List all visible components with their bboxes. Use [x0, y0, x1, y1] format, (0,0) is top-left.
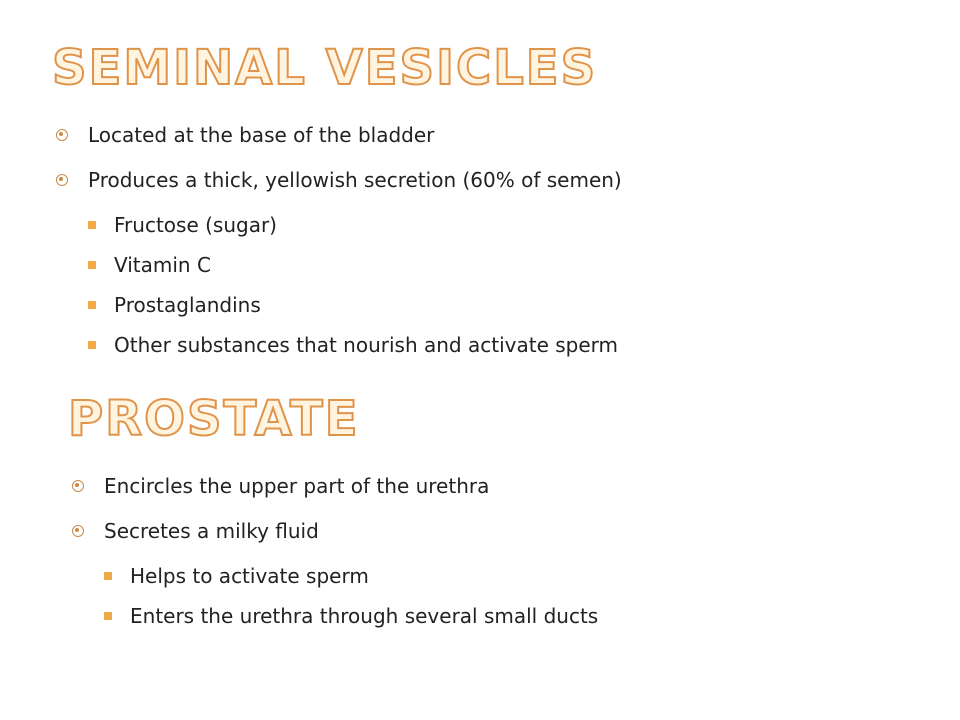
- sub-bullet-item: [56, 248, 622, 288]
- sub-bullet-text: Fructose (sugar): [114, 213, 277, 237]
- square-bullet-icon: [88, 301, 96, 309]
- sub-bullet-text: Other substances that nourish and activate sperm: [114, 333, 619, 357]
- bullet-text: Located at the base of the bladder: [88, 123, 435, 147]
- bullet-text: Secretes a milky fluid: [104, 519, 319, 543]
- bullet-item: [72, 469, 598, 514]
- circle-bullet-icon: [56, 129, 68, 141]
- bullet-item: [56, 163, 622, 208]
- section-title-seminal-vesicles: SEMINAL VESICLES: [52, 40, 598, 96]
- bullet-text: Produces a thick, yellowish secretion (60% of semen): [88, 168, 622, 192]
- bullet-item: [56, 118, 622, 163]
- circle-bullet-icon: [72, 480, 84, 492]
- sub-bullet-item: [56, 328, 622, 368]
- square-bullet-icon: [88, 221, 96, 229]
- seminal-vesicles-bullet-list: [56, 118, 622, 368]
- sub-bullet-item: [56, 288, 622, 328]
- prostate-bullet-list: [72, 469, 598, 639]
- square-bullet-icon: [104, 612, 112, 620]
- square-bullet-icon: [88, 341, 96, 349]
- sub-bullet-text: Helps to activate sperm: [130, 564, 369, 588]
- sub-bullet-item: [56, 208, 622, 248]
- sub-bullet-item: [72, 599, 598, 639]
- square-bullet-icon: [88, 261, 96, 269]
- square-bullet-icon: [104, 572, 112, 580]
- sub-bullet-item: [72, 559, 598, 599]
- sub-bullet-text: Vitamin C: [114, 253, 211, 277]
- section-title-prostate: PROSTATE: [68, 391, 360, 447]
- circle-bullet-icon: [72, 525, 84, 537]
- circle-bullet-icon: [56, 174, 68, 186]
- sub-bullet-text: Prostaglandins: [114, 293, 261, 317]
- bullet-item: [72, 514, 598, 559]
- bullet-text: Encircles the upper part of the urethra: [104, 474, 490, 498]
- sub-bullet-text: Enters the urethra through several small ducts: [130, 604, 599, 628]
